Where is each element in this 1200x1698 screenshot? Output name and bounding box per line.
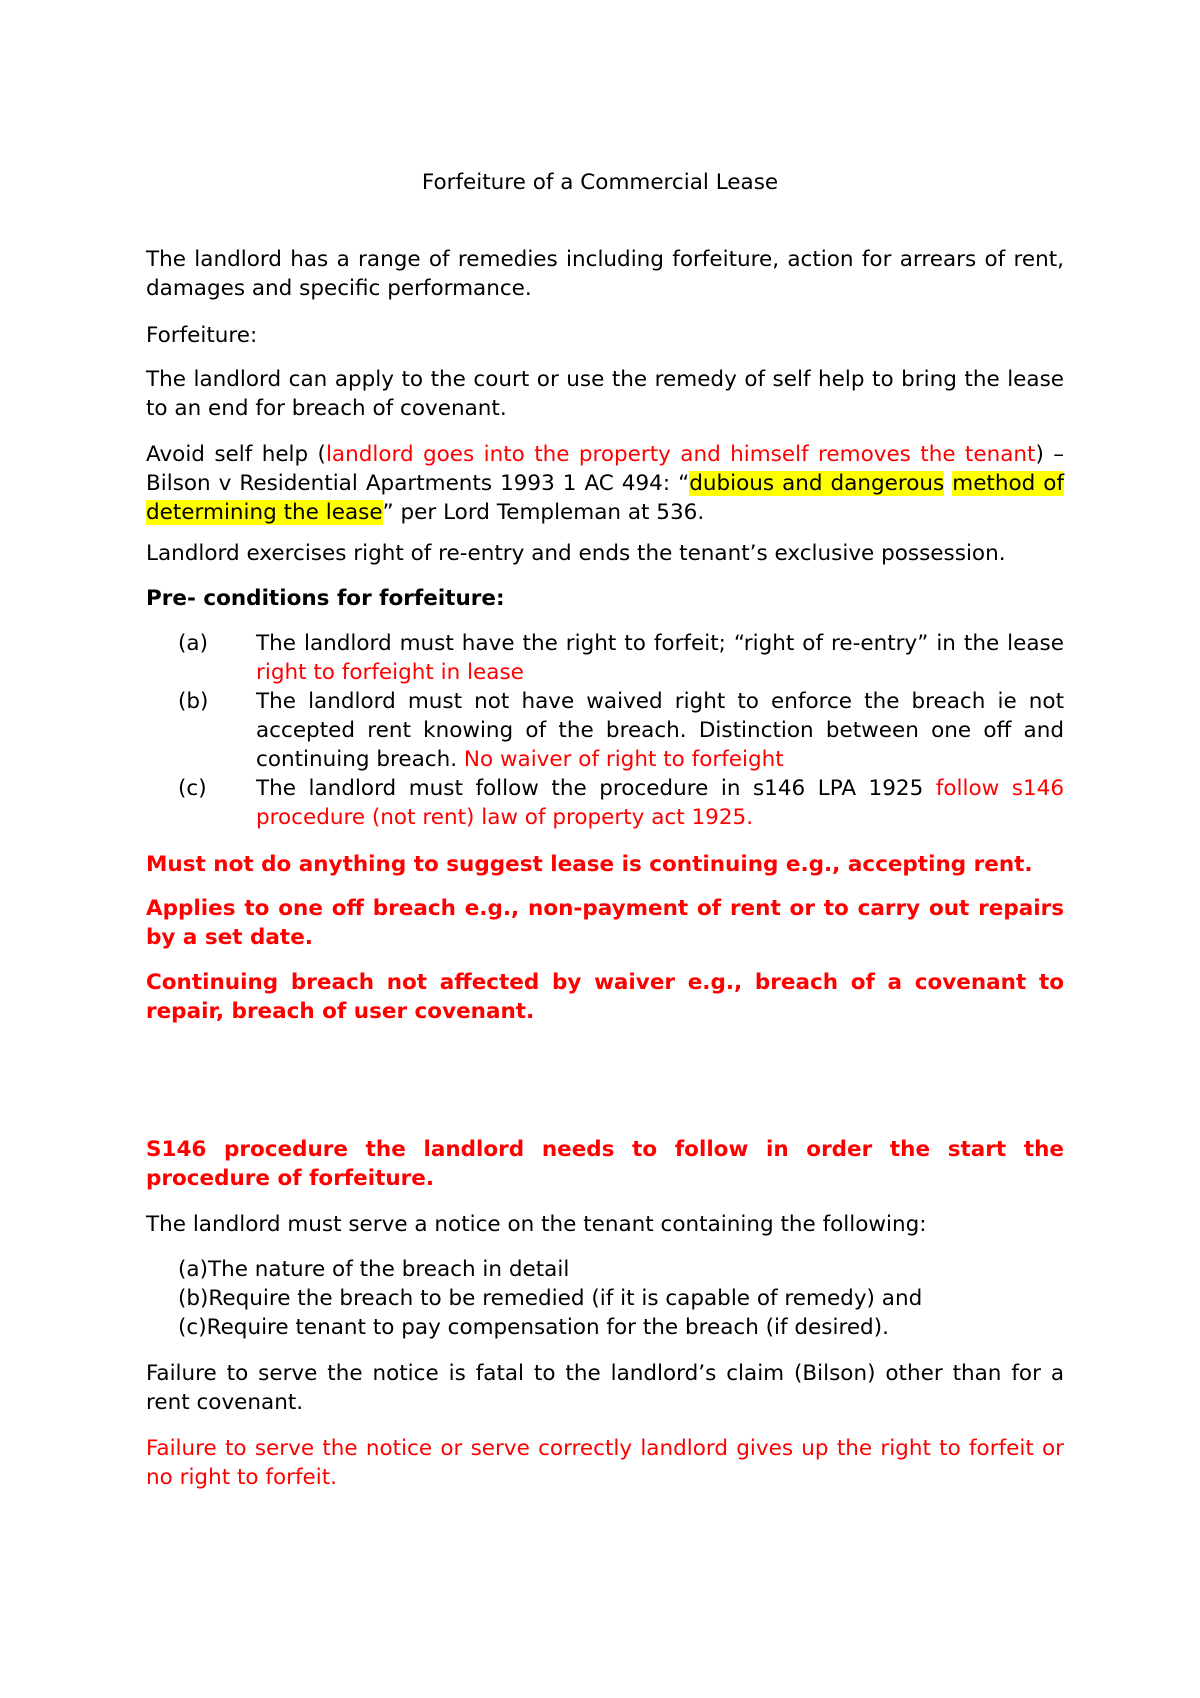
- notice-list: [178, 1255, 1064, 1342]
- failure-paragraph: Failure to serve the notice is fatal to the landlord’s claim (Bilson) other than for a rent covenant.: [146, 1361, 1064, 1415]
- waiver-note: Must not do anything to suggest lease is continuing e.g., accepting rent.: [146, 852, 1033, 877]
- intro-paragraph: The landlord has a range of remedies including forfeiture, action for arrears of rent, damages and specific performance.: [146, 247, 1064, 301]
- avoid-text-2: ) – Bilson v Residential Apartments 1993 1 AC 494: “: [146, 442, 1064, 496]
- list-item: (a)The nature of the breach in detail: [178, 1257, 570, 1282]
- list-item: (c)Require tenant to pay compensation for the breach (if desired).: [178, 1315, 889, 1340]
- conditions-list: [178, 629, 1064, 832]
- avoid-text-1: Avoid self help (: [146, 442, 326, 467]
- preconditions-heading: Pre- conditions for forfeiture:: [146, 586, 505, 611]
- list-item-label: (a): [178, 631, 208, 656]
- list-item: (b) The landlord must not have waived right to enforce the breach ie not accepted rent knowing of the breach. Distinction between one off and continuing breach. No waiver of right to forfeight: [178, 689, 1064, 772]
- page-title: Forfeiture of a Commercial Lease: [421, 170, 779, 195]
- s146-heading: S146 procedure the landlord needs to follow in order the start the procedure of forfeiture.: [146, 1137, 1064, 1191]
- avoid-text-3: ” per Lord Templeman at 536.: [382, 500, 705, 525]
- list-item: (c) The landlord must follow the procedure in s146 LPA 1925 follow s146 procedure (not rent) law of property act 1925.: [178, 776, 1065, 830]
- avoid-self-help-paragraph: [146, 440, 1064, 527]
- list-item-note: follow s146 procedure (not rent) law of property act 1925.: [256, 776, 1065, 830]
- list-item: (a) The landlord must have the right to forfeit; “right of re-entry” in the lease right to forfeight in lease: [178, 631, 1064, 685]
- reentry-paragraph: Landlord exercises right of re-entry and ends the tenant’s exclusive possession.: [146, 541, 1006, 566]
- list-item-label: (b): [178, 689, 209, 714]
- list-item-note: No waiver of right to forfeight: [463, 747, 784, 772]
- forfeiture-label: Forfeiture:: [146, 323, 258, 348]
- notice-intro: The landlord must serve a notice on the tenant containing the following:: [146, 1212, 927, 1237]
- one-off-breach-note: Applies to one off breach e.g., non-payment of rent or to carry out repairs by a set date.: [146, 896, 1064, 950]
- continuing-breach-note: Continuing breach not affected by waiver e.g., breach of a covenant to repair, breach of user covenant.: [146, 970, 1064, 1024]
- highlighted-quote-1: dubious and dangerous: [689, 471, 945, 496]
- forfeiture-paragraph: The landlord can apply to the court or use the remedy of self help to bring the lease to an end for breach of covenant.: [146, 367, 1064, 421]
- self-help-explanation: landlord goes into the property and himself removes the tenant: [325, 442, 1036, 467]
- list-item-label: (c): [178, 776, 207, 801]
- list-item: (b)Require the breach to be remedied (if it is capable of remedy) and: [178, 1286, 923, 1311]
- highlighted-quote-2: method of determining the lease: [146, 471, 1065, 525]
- list-item-note: right to forfeight in lease: [256, 660, 524, 685]
- failure-red-paragraph: Failure to serve the notice or serve correctly landlord gives up the right to forfeit or no right to forfeit.: [146, 1436, 1064, 1490]
